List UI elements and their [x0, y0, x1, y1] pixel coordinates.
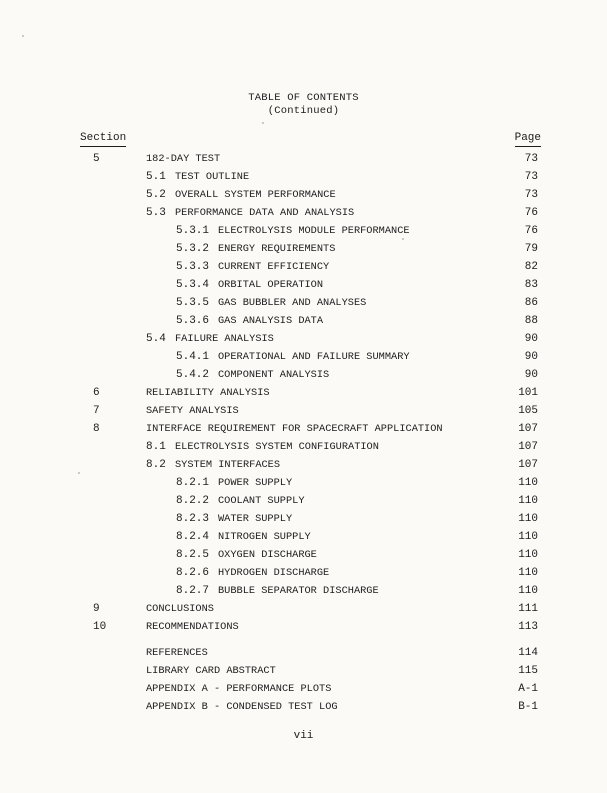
toc-subsection-number: 8.2.3: [176, 513, 210, 525]
toc-page-number: 79: [524, 243, 538, 255]
toc-entry: [0, 186, 607, 204]
toc-page-number: 110: [518, 585, 538, 597]
toc-entry-title: OXYGEN DISCHARGE: [218, 549, 317, 561]
toc-entry: [0, 420, 607, 438]
toc-entry: [0, 662, 607, 680]
toc-entry-title: GAS BUBBLER AND ANALYSES: [218, 297, 367, 309]
toc-section-number: 6: [93, 387, 100, 399]
toc-entry: [0, 348, 607, 366]
toc-entry-title: CURRENT EFFICIENCY: [218, 261, 330, 273]
toc-entry-title: HYDROGEN DISCHARGE: [218, 567, 330, 579]
toc-title: TABLE OF CONTENTS: [248, 92, 359, 104]
toc-entry: [0, 528, 607, 546]
toc-page-number: 105: [518, 405, 538, 417]
scan-speck: [78, 472, 80, 474]
toc-page-number: 114: [518, 647, 538, 659]
toc-subsection-number: 5.3.3: [176, 261, 210, 273]
toc-entry: [0, 582, 607, 600]
toc-entry-title: NITROGEN SUPPLY: [218, 531, 311, 543]
toc-page-number: 107: [518, 441, 538, 453]
toc-page-number: 73: [524, 171, 538, 183]
toc-page-number: 90: [524, 351, 538, 363]
toc-page-number: 88: [524, 315, 538, 327]
toc-subsection-number: 8.2: [146, 459, 166, 471]
toc-page-number: 86: [524, 297, 538, 309]
toc-entry-title: FAILURE ANALYSIS: [175, 333, 274, 345]
toc-entry-title: PERFORMANCE DATA AND ANALYSIS: [175, 207, 355, 219]
toc-subsection-number: 5.3.5: [176, 297, 210, 309]
toc-subsection-number: 5.3.1: [176, 225, 210, 237]
page-number: vii: [293, 730, 314, 742]
toc-entry-title: GAS ANALYSIS DATA: [218, 315, 324, 327]
toc-entry-title: OVERALL SYSTEM PERFORMANCE: [175, 189, 336, 201]
toc-subsection-number: 8.1: [146, 441, 166, 453]
toc-subsection-number: 5.4: [146, 333, 166, 345]
toc-subsection-number: 5.3.6: [176, 315, 210, 327]
toc-page-number: A-1: [518, 683, 538, 695]
toc-page-number: 111: [518, 603, 538, 615]
toc-entry-title: ENERGY REQUIREMENTS: [218, 243, 336, 255]
toc-page-number: 110: [518, 477, 538, 489]
toc-subsection-number: 5.3.4: [176, 279, 210, 291]
toc-entry-title: SYSTEM INTERFACES: [175, 459, 281, 471]
toc-page-number: 110: [518, 513, 538, 525]
toc-section-number: 8: [93, 423, 100, 435]
toc-section-number: 10: [93, 621, 107, 633]
toc-entry-title: SAFETY ANALYSIS: [146, 405, 239, 417]
toc-entry-title: TEST OUTLINE: [175, 171, 250, 183]
toc-subsection-number: 5.1: [146, 171, 166, 183]
toc-subsection-number: 5.2: [146, 189, 166, 201]
toc-entry: [0, 474, 607, 492]
toc-entry: [0, 330, 607, 348]
toc-entry-title: ORBITAL OPERATION: [218, 279, 324, 291]
toc-page-number: B-1: [518, 701, 538, 713]
toc-entry: [0, 366, 607, 384]
toc-entry: [0, 240, 607, 258]
toc-entry-title: REFERENCES: [146, 647, 208, 659]
toc-entry: [0, 510, 607, 528]
toc-page-number: 107: [518, 423, 538, 435]
toc-section-number: 9: [93, 603, 100, 615]
toc-entry-title: POWER SUPPLY: [218, 477, 293, 489]
toc-page-number: 82: [524, 261, 538, 273]
toc-page-number: 110: [518, 567, 538, 579]
toc-section-number: 7: [93, 405, 100, 417]
toc-page-number: 101: [518, 387, 538, 399]
toc-subsection-number: 8.2.2: [176, 495, 210, 507]
toc-page-number: 110: [518, 549, 538, 561]
toc-entry: [0, 384, 607, 402]
toc-entry: [0, 618, 607, 636]
toc-entry: [0, 600, 607, 618]
toc-page-number: 110: [518, 531, 538, 543]
toc-entry: [0, 258, 607, 276]
toc-entry: [0, 402, 607, 420]
toc-subsection-number: 8.2.1: [176, 477, 210, 489]
scan-speck: [402, 238, 404, 240]
toc-page-number: 76: [524, 225, 538, 237]
toc-entry: [0, 276, 607, 294]
toc-entry: [0, 294, 607, 312]
toc-page-number: 110: [518, 495, 538, 507]
toc-page-number: 73: [524, 189, 538, 201]
toc-subtitle: (Continued): [267, 105, 340, 117]
toc-entry-title: OPERATIONAL AND FAILURE SUMMARY: [218, 351, 410, 363]
toc-page-number: 90: [524, 369, 538, 381]
toc-list: [0, 150, 607, 716]
page-column-header: Page: [515, 132, 541, 147]
toc-entry: [0, 644, 607, 662]
toc-entry-title: INTERFACE REQUIREMENT FOR SPACECRAFT APPLICATION: [146, 423, 443, 435]
toc-subsection-number: 5.4.2: [176, 369, 210, 381]
toc-entry-title: 182-DAY TEST: [146, 153, 221, 165]
toc-page-number: 73: [524, 153, 538, 165]
toc-entry-title: CONCLUSIONS: [146, 603, 214, 615]
toc-subsection-number: 8.2.7: [176, 585, 210, 597]
toc-entry-title: ELECTROLYSIS MODULE PERFORMANCE: [218, 225, 410, 237]
toc-entry: [0, 312, 607, 330]
toc-entry: [0, 546, 607, 564]
toc-entry-title: ELECTROLYSIS SYSTEM CONFIGURATION: [175, 441, 379, 453]
toc-entry: [0, 564, 607, 582]
toc-gap: [0, 636, 607, 644]
toc-subsection-number: 8.2.4: [176, 531, 210, 543]
toc-entry-title: COMPONENT ANALYSIS: [218, 369, 330, 381]
toc-entry-title: APPENDIX B - CONDENSED TEST LOG: [146, 701, 338, 713]
toc-entry: [0, 456, 607, 474]
toc-page-number: 113: [518, 621, 538, 633]
toc-page-number: 76: [524, 207, 538, 219]
toc-entry: [0, 222, 607, 240]
toc-subsection-number: 8.2.6: [176, 567, 210, 579]
toc-entry-title: BUBBLE SEPARATOR DISCHARGE: [218, 585, 379, 597]
toc-page-number: 83: [524, 279, 538, 291]
toc-page-number: 115: [518, 665, 538, 677]
toc-entry-title: COOLANT SUPPLY: [218, 495, 305, 507]
toc-entry: [0, 492, 607, 510]
toc-entry: [0, 204, 607, 222]
toc-subsection-number: 5.3: [146, 207, 166, 219]
toc-entry-title: APPENDIX A - PERFORMANCE PLOTS: [146, 683, 332, 695]
toc-subsection-number: 5.4.1: [176, 351, 210, 363]
toc-page-number: 90: [524, 333, 538, 345]
toc-entry: [0, 680, 607, 698]
toc-entry: [0, 698, 607, 716]
toc-entry-title: LIBRARY CARD ABSTRACT: [146, 665, 276, 677]
toc-page-number: 107: [518, 459, 538, 471]
toc-subsection-number: 8.2.5: [176, 549, 210, 561]
scan-speck: [262, 122, 264, 124]
toc-subsection-number: 5.3.2: [176, 243, 210, 255]
toc-entry: [0, 150, 607, 168]
scan-speck: [22, 35, 24, 37]
section-column-header: Section: [80, 132, 126, 147]
toc-entry: [0, 168, 607, 186]
toc-entry-title: RELIABILITY ANALYSIS: [146, 387, 270, 399]
toc-entry-title: WATER SUPPLY: [218, 513, 293, 525]
toc-entry: [0, 438, 607, 456]
toc-entry-title: RECOMMENDATIONS: [146, 621, 239, 633]
toc-section-number: 5: [93, 153, 100, 165]
